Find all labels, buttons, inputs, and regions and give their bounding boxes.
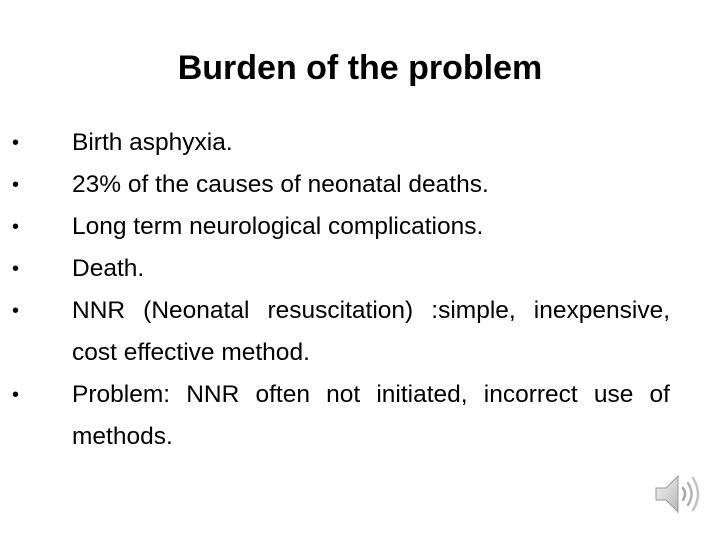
bullet-item bbox=[12, 248, 670, 290]
speaker-sound-icon-graphic bbox=[650, 466, 706, 522]
speaker-sound-icon[interactable] bbox=[650, 466, 706, 522]
bullet-item bbox=[12, 122, 670, 164]
bullet-icon: • bbox=[12, 384, 20, 406]
bullet-icon: • bbox=[12, 216, 20, 238]
bullet-item bbox=[12, 164, 670, 206]
bullet-icon: • bbox=[12, 132, 20, 154]
bullet-list bbox=[12, 122, 670, 458]
bullet-text: Death. bbox=[72, 255, 145, 282]
slide-title: Burden of the problem bbox=[177, 49, 543, 87]
bullet-text: 23% of the causes of neonatal deaths. bbox=[72, 171, 489, 198]
bullet-text: Long term neurological complications. bbox=[72, 213, 484, 240]
bullet-icon: • bbox=[12, 174, 20, 196]
bullet-item bbox=[12, 206, 670, 248]
bullet-text: Birth asphyxia. bbox=[72, 129, 233, 156]
bullet-text: NNR (Neonatal resuscitation) :simple, inexpensive, cost effective method. bbox=[72, 297, 670, 366]
bullet-item bbox=[12, 290, 670, 374]
bullet-icon: • bbox=[12, 300, 20, 322]
bullet-item bbox=[12, 374, 670, 458]
bullet-text: Problem: NNR often not initiated, incorrect use of methods. bbox=[72, 381, 670, 450]
bullet-icon: • bbox=[12, 258, 20, 280]
